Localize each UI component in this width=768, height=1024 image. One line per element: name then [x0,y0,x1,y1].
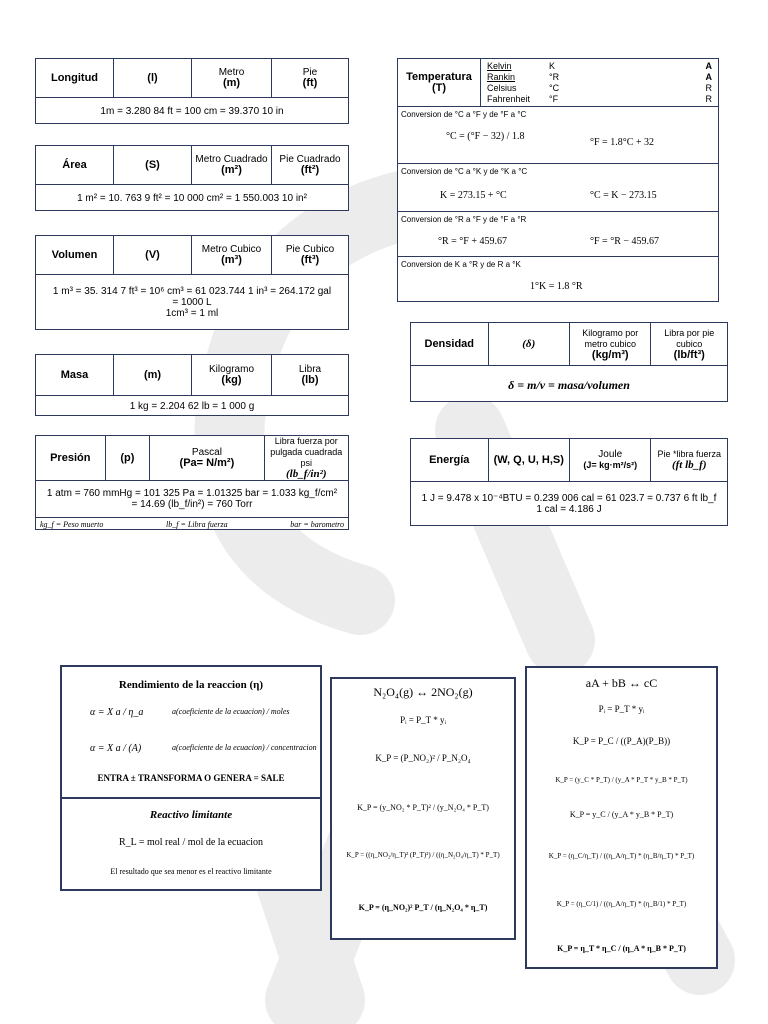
mass-conversion: 1 kg = 2.204 62 lb = 1 000 g [36,395,348,416]
pressure-unit1 [150,436,264,480]
limiting-title: Reactivo limitante [149,809,233,821]
temperature-section-c-k [398,163,718,211]
area-name: Área [36,146,114,184]
length-unit1 [192,59,272,97]
area-unit1-sym: (m²) [221,164,242,176]
pressure-footnotes [36,517,348,530]
energy-conversion-line1: 1 J = 9.478 x 10⁻⁴BTU = 0.239 006 cal = 61 023.7 = 0.737 6 ft lb_f [421,493,717,504]
general-formula-kp-simplified: K_P = y_C / (y_A * y_B * P_T) [569,810,674,819]
limiting-formula: R_L = mol real / mol de la ecuacion [118,837,264,848]
area-unit2-sym: (ft²) [300,164,320,176]
volume-unit1 [192,236,272,274]
n2o4-formula-kp-final: K_P = (η_NO₂)² P_T / (η_N₂O₄ * η_T) [358,903,488,912]
length-unit2 [272,59,348,97]
temperature-section-label: Conversion de °C a °F y de °F a °C [401,110,527,119]
volume-conversion [36,274,348,330]
n2o4-formula-kp-pressure: K_P = (P_NO₂)² / P_N₂O₄ [375,753,471,763]
length-unit2-name: Pie [302,67,318,78]
scale-sym: °R [549,72,560,82]
temperature-name: Temperatura [406,70,472,83]
scale-row [487,94,712,105]
scale-name: Kelvin [487,61,512,71]
scale-type: A [705,72,712,82]
energy-unit1-name: Joule [598,449,623,460]
length-unit1-name: Metro [218,67,245,78]
temperature-section-label: Conversion de °R a °F y de °F a °R [401,215,527,224]
temperature-section-r-f [398,211,718,256]
general-reaction: aA + bB ↔ cC [585,676,658,690]
alpha-moles-note: a(coeficiente de la ecuacion) / moles [172,707,290,716]
energy-unit2 [651,439,727,481]
alpha-conc-note: a(coeficiente de la ecuacion) / concentracion [172,743,317,752]
density-unit1-name: Kilogramo por metro cubico [582,327,639,349]
volume-unit1-name: Metro Cubico [201,244,262,255]
volume-unit1-sym: (m³) [221,254,242,266]
scale-row [487,83,712,94]
mass-unit1-sym: (kg) [221,374,242,386]
temperature-section-label: Conversion de K a °R y de R a °K [401,260,521,269]
density-unit2 [651,323,727,365]
general-formula-kp-pressure: K_P = P_C / ((P_A)(P_B)) [572,736,671,746]
formula-k-from-c: K = 273.15 + °C [440,190,507,201]
energy-unit2-name: Pie *libra fuerza [657,449,722,459]
general-formula-kp-fraction: K_P = (y_C * P_T) / (y_A * P_T * y_B * P_T) [555,776,688,784]
temperature-section-c-f [398,106,718,163]
mass-unit2 [272,355,348,395]
volume-symbol: (V) [114,236,192,274]
yield-box [60,665,322,891]
volume-table [35,235,349,330]
temperature-scales [481,59,718,106]
balance-statement: ENTRA ± TRANSFORMA O GENERA = SALE [97,773,285,783]
scale-row [487,72,712,83]
density-unit1 [570,323,651,365]
formula-f-from-r: °F = °R − 459.67 [590,236,660,247]
area-unit2-name: Pie Cuadrado [279,154,341,165]
scale-sym: °F [549,94,559,104]
energy-conversion [411,481,727,526]
energy-symbol: (W, Q, U, H,S) [489,439,570,481]
area-table [35,145,349,211]
mass-unit1 [192,355,272,395]
density-unit2-name: Libra por pie cubico [664,327,715,349]
pressure-conversion [36,480,348,517]
energy-table [410,438,728,526]
volume-unit2-name: Pie Cubico [285,244,335,255]
area-conversion: 1 m² = 10. 763 9 ft² = 10 000 cm² = 1 550.003 10 in² [36,184,348,211]
area-symbol: (S) [114,146,192,184]
limiting-section [62,799,320,891]
volume-conversion-line2: = 1000 L [172,297,212,308]
scale-name: Rankin [487,72,516,82]
length-unit1-sym: (m) [222,77,241,89]
area-unit1-name: Metro Cuadrado [195,154,268,165]
scale-type: R [705,83,712,93]
density-formula: δ = m/v = masa/volumen [411,365,727,404]
density-name: Densidad [411,323,489,365]
yield-section [62,667,320,799]
volume-conversion-line1: 1 m³ = 35. 314 7 ft³ = 10⁶ cm³ = 61 023.744 1 in³ = 264.172 gal [52,286,332,297]
length-name: Longitud [36,59,114,97]
pressure-unit1-name: Pascal [191,447,222,458]
energy-conversion-line2: 1 cal = 4.186 J [536,504,602,515]
pressure-conversion-line1: 1 atm = 760 mmHg = 101 325 Pa = 1.01325 bar = 1.033 kg_f/cm² [46,488,338,499]
energy-unit2-sym: (ft lb_f) [671,459,707,471]
scale-name: Fahrenheit [487,94,531,104]
n2o4-formula-kp-moles: K_P = ((η_NO₂/η_T)² (P_T)²) / ((η_N₂O₄/η_T) * P_T) [346,851,500,859]
formula-f-from-c: °F = 1.8°C + 32 [590,137,655,148]
density-symbol: (δ) [489,323,570,365]
general-formula-kp-moles-alt: K_P = (η_C/1) / ((η_A/η_T) * (η_B/1) * P_T) [556,900,687,908]
length-conversion: 1m = 3.280 84 ft = 100 cm = 39.370 10 in [36,97,348,124]
length-symbol: (l) [114,59,192,97]
energy-unit1 [570,439,651,481]
general-reaction-box [525,666,718,969]
area-unit1 [192,146,272,184]
scale-sym: K [549,61,556,71]
pressure-table [35,435,349,530]
mass-unit1-name: Kilogramo [208,364,255,375]
pressure-symbol: (p) [106,436,151,480]
pressure-unit1-sym: (Pa= N/m²) [179,457,235,469]
n2o4-reaction: N₂O₄(g) ↔ 2NO₂(g) [373,685,473,699]
pressure-unit2-name: Libra fuerza por pulgada cuadrada psi [270,436,343,468]
scale-type: R [705,94,712,104]
formula-c-from-f: °C = (°F − 32) / 1.8 [446,131,525,142]
volume-unit2-sym: (ft³) [300,254,320,266]
pressure-conversion-line2: = 14.69 (lb_f/in²) = 760 Torr [131,499,253,510]
scale-row [487,61,712,72]
length-table [35,58,349,124]
pressure-unit2-sym: (lb_f/in²) [285,468,327,480]
n2o4-formula-partial-pressure: Pᵢ = P_T * yᵢ [400,715,446,725]
alpha-conc-formula: α = X a / (A) [90,743,142,754]
alpha-moles-formula: α = X a / η_a [90,707,144,718]
energy-name: Energía [411,439,489,481]
formula-c-from-k: °C = K − 273.15 [590,190,657,201]
length-unit2-sym: (ft) [302,77,318,89]
general-formula-kp-final: K_P = η_T * η_C / (η_A * η_B * P_T) [557,944,686,953]
mass-name: Masa [36,355,114,395]
mass-table [35,354,349,416]
density-table [410,322,728,402]
n2o4-formula-kp-fraction: K_P = (y_NO₂ * P_T)² / (y_N₂O₄ * P_T) [357,803,489,812]
pressure-footnote1: kg_f = Peso muerto [40,519,104,529]
n2o4-box [330,677,516,940]
mass-symbol: (m) [114,355,192,395]
volume-conversion-line3: 1cm³ = 1 ml [165,308,219,319]
limiting-note: El resultado que sea menor es el reactivo limitante [110,867,272,876]
temperature-table [397,58,719,302]
pressure-unit2 [265,436,348,480]
density-unit1-sym: (kg/m³) [591,348,629,361]
energy-unit1-sym: (J= kg·m²/s²) [583,460,638,470]
scale-sym: °C [549,83,560,93]
general-formula-kp-moles: K_P = (η_C/η_T) / ((η_A/η_T) * (η_B/η_T) * P_T) [548,852,695,860]
mass-unit2-sym: (lb) [301,374,319,386]
temperature-symbol: (T) [431,81,447,94]
scale-type: A [705,61,712,71]
pressure-footnote2: lb_f = Libra fuerza [166,519,228,529]
formula-r-from-f: °R = °F + 459.67 [438,236,508,247]
yield-title: Rendimiento de la reaccion (η) [118,679,264,691]
area-unit2 [272,146,348,184]
density-unit2-sym: (lb/ft³) [673,348,705,361]
general-formula-partial-pressure: Pᵢ = P_T * yᵢ [598,704,645,714]
formula-k-r: 1°K = 1.8 °R [530,281,583,292]
pressure-footnote3: bar = barometro [290,519,344,529]
temperature-section-k-r [398,256,718,301]
mass-unit2-name: Libra [298,364,322,375]
scale-name: Celsius [487,83,517,93]
temperature-section-label: Conversion de °C a °K y de °K a °C [401,167,528,176]
pressure-name: Presión [36,436,106,480]
volume-name: Volumen [36,236,114,274]
temperature-header [398,59,481,106]
volume-unit2 [272,236,348,274]
